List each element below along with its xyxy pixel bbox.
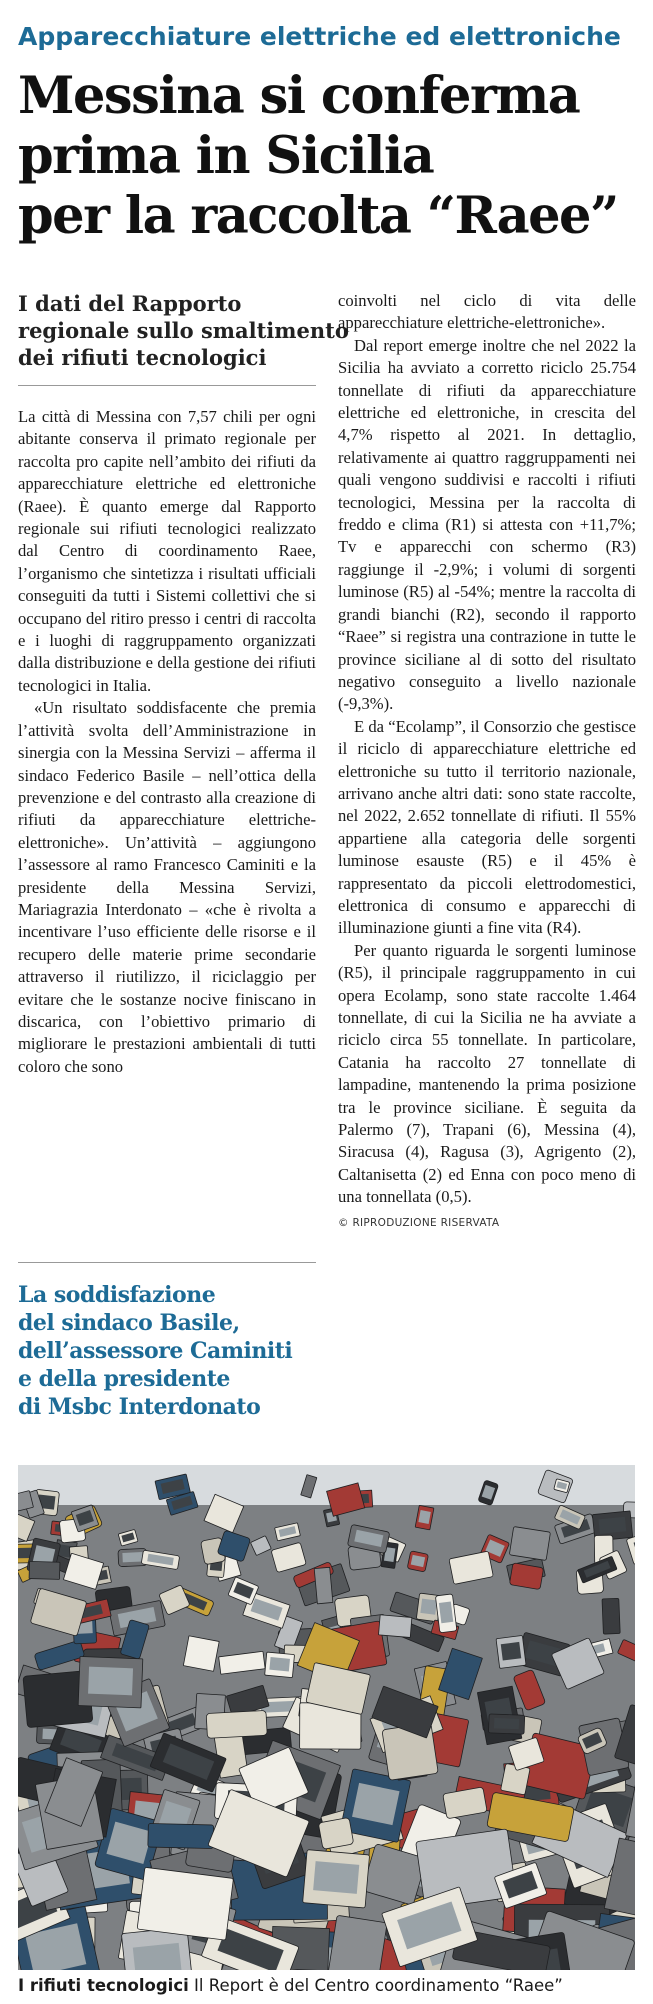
e-waste-item [602, 1598, 620, 1634]
copyright-notice: © RIPRODUZIONE RISERVATA [338, 1216, 500, 1229]
subhead-line: regionale sullo smaltimento [18, 318, 349, 343]
article-body-right [338, 290, 636, 1209]
e-waste-screen [501, 1642, 521, 1661]
paragraph: La città di Messina con 7,57 chili per ogni abitante conserva il primato regionale per raccolta pro capite nell’ambito dei rifiuti da apparecchiature elettriche ed elettroniche (Raee). È quanto emerge dal Rapporto regionale sui rifiuti tecnologici realizzato dal Centro di coordinamento Raee, l’organismo che sintetizza i risultati ufficiali conseguiti da tutti i Sistemi collettivi che si occupano del ritiro presso i centri di raccolta e i luoghi di raggruppamento organizzati dalla distribuzione e della gestione dei rifiuti tecnologici in Italia. [18, 407, 316, 695]
caption-text: Il Report è del Centro coordinamento “Raee” [188, 1976, 563, 1995]
headline-line: prima in Sicilia [18, 126, 434, 186]
pullquote-line: dell’assessore Caminiti [18, 1338, 293, 1364]
e-waste-item [183, 1636, 219, 1671]
e-waste-item [148, 1823, 214, 1848]
e-waste-item [318, 1817, 353, 1849]
section-kicker: Apparecchiature elettriche ed elettroniche [18, 22, 621, 51]
paragraph: «Un risultato soddisfacente che premia l’attività svolta dell’Amministrazione in sinergia con la Messina Servizi – afferma il sindaco Federico Basile – nell’ottica della prevenzione e del contrasto alla creazione di rifiuti da apparecchiature elettriche-elettroniche». Un’attività – aggiungono l’assessore al ramo Francesco Caminiti e la presidente della Messina Servizi, Mariagrazia Interdonato – «che è rivolta a incentivare l’uso efficiente delle risorse e il recupero delle materie prime secondarie attraverso il riutilizzo, il riciclaggio per evitare che le sostanze nocive finiscano in discarica, con l’obiettivo primario di migliorare le prestazioni ambientali di tutti coloro che sono [18, 698, 316, 1076]
e-waste-item [509, 1563, 543, 1590]
subhead-line: I dati del Rapporto [18, 291, 242, 316]
e-waste-pile-illustration [18, 1465, 635, 1970]
subheadline [18, 290, 349, 386]
pullquote-box [18, 1262, 316, 1421]
subhead-line: dei rifiuti tecnologici [18, 345, 267, 370]
e-waste-screen [420, 1599, 437, 1615]
e-waste-item [314, 1567, 333, 1604]
paragraph: Per quanto riguarda le sorgenti luminose (R5), il principale raggruppamento in cui opera Ecolamp, sono state raccolte 1.464 tonnellate, di cui la Sicilia ne ha avviate a riciclo circa 55 tonnellate. In particolare, Catania ha raccolto 27 tonnellate di lampadine, mantenendo la prima posizione tra le province siciliane. È seguita da Palermo (7), Trapani (6), Messina (4), Siracusa (4), Ragusa (3), Agrigento (2), Caltanisetta (2) ed Enna con poco meno di una tonnellata (0,5). [338, 940, 636, 1207]
e-waste-item [29, 1561, 60, 1579]
pullquote [18, 1281, 316, 1421]
headline-line: Messina si conferma [18, 66, 580, 126]
e-waste-screen [313, 1861, 359, 1894]
article-body-left [18, 406, 316, 1078]
pullquote-line: e della presidente [18, 1366, 230, 1392]
e-waste-item [509, 1527, 550, 1561]
paragraph: E da “Ecolamp”, il Consorzio che gestisce il riciclo di apparecchiature elettriche ed elettroniche su tutto il territorio nazionale, arrivano anche altri dati: sono state raccolte, nel 2022, 2.652 tonnellate di rifiuti. Il 55% appartiene alla categoria delle sorgenti luminose esauste (R5) e il 45% è rappresentato da piccoli elettrodomestici, elettronica di consumo e apparecchi di illuminazione giunti a fine vita (R4). [338, 716, 636, 938]
e-waste-screen [133, 1943, 183, 1970]
e-waste-screen [122, 1552, 142, 1562]
e-waste-screen [418, 1510, 430, 1524]
photo-caption [18, 1974, 648, 1998]
pullquote-line: La soddisfazione [18, 1282, 216, 1308]
e-waste-item [379, 1615, 412, 1638]
pullquote-line: del sindaco Basile, [18, 1310, 240, 1336]
paragraph: coinvolti nel ciclo di vita delle apparecchiature elettriche-elettroniche». [338, 291, 636, 333]
e-waste-screen [598, 1517, 626, 1534]
e-waste-item [328, 1915, 388, 1970]
e-waste-item [206, 1710, 267, 1738]
pullquote-line: di Msbc Interdonato [18, 1394, 261, 1420]
e-waste-screen [494, 1718, 519, 1729]
headline [18, 66, 643, 246]
e-waste-screen [88, 1667, 133, 1696]
e-waste-screen [269, 1657, 290, 1671]
column-right [338, 290, 636, 1229]
e-waste-item [137, 1867, 233, 1940]
e-waste-screen [439, 1602, 453, 1624]
e-waste-photo [18, 1465, 635, 1970]
caption-lead: I rifiuti tecnologici [18, 1976, 189, 1995]
headline-line: per la raccolta “Raee” [18, 186, 618, 246]
column-left [18, 290, 349, 1078]
paragraph: Dal report emerge inoltre che nel 2022 la Sicilia ha avviato a corretto riciclo 25.754 tonnellate di rifiuti da apparecchiature elettriche ed elettroniche, in crescita del 4,7% rispetto al 2021. In dettaglio, relativamente ai quattro raggruppamenti nei quali vengono suddivisi e raccolti i rifiuti tecnologici, Messina per la raccolta di freddo e clima (R1) si attesta con +11,7%; Tv e apparecchi con schermo (R3) raggiunge il -2,9%; i volumi di sorgenti luminose (R5) al -54%; mentre la raccolta di grandi bianchi (R2), secondo il rapporto “Raee” si registra una contrazione in tutte le province siciliane al di sotto del risultato negativo conseguito a livello nazionale (-9,3%). [338, 335, 636, 714]
